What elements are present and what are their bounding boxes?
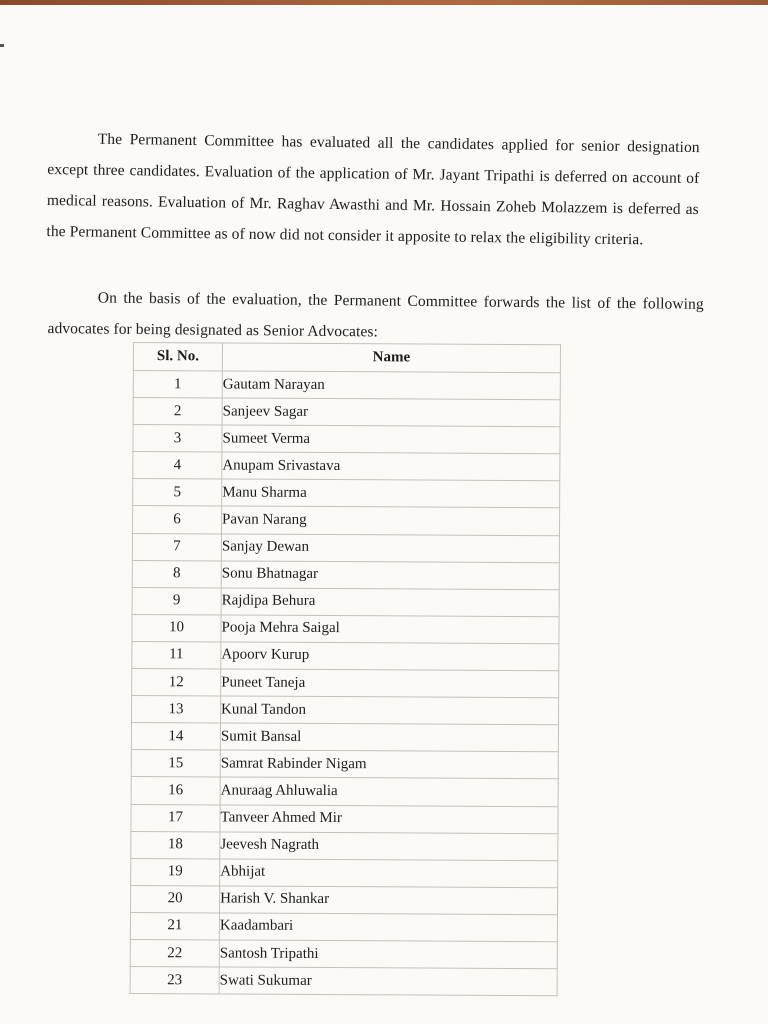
row-sl-no: 23 bbox=[130, 967, 219, 995]
row-sl-no: 21 bbox=[130, 912, 219, 940]
row-name: Anuraag Ahluwalia bbox=[220, 777, 558, 806]
row-name: Pavan Narang bbox=[221, 506, 559, 535]
row-name: Sonu Bhatnagar bbox=[221, 561, 559, 590]
row-name: Jeevesh Nagrath bbox=[220, 832, 558, 861]
advocates-table-body bbox=[130, 371, 560, 996]
table-row bbox=[133, 479, 560, 508]
row-name: Rajdipa Behura bbox=[221, 588, 559, 617]
table-row bbox=[132, 614, 559, 643]
table-row bbox=[132, 506, 559, 535]
row-sl-no: 18 bbox=[131, 831, 220, 859]
margin-mark bbox=[0, 44, 4, 47]
row-name: Swati Sukumar bbox=[219, 967, 557, 996]
table-row bbox=[131, 858, 558, 887]
row-sl-no: 20 bbox=[131, 885, 220, 913]
table-row bbox=[132, 587, 559, 616]
row-sl-no: 17 bbox=[131, 804, 220, 832]
page-top-edge bbox=[0, 0, 768, 5]
table-row bbox=[130, 967, 557, 996]
row-name: Abhijat bbox=[220, 859, 558, 888]
table-row bbox=[131, 723, 558, 752]
table-row bbox=[131, 831, 558, 860]
row-sl-no: 10 bbox=[132, 614, 221, 642]
row-name: Tanveer Ahmed Mir bbox=[220, 804, 558, 833]
row-sl-no: 1 bbox=[133, 371, 222, 399]
table-row bbox=[132, 669, 559, 698]
row-sl-no: 5 bbox=[133, 479, 222, 507]
table-row bbox=[131, 777, 558, 806]
header-name: Name bbox=[222, 343, 560, 373]
row-sl-no: 22 bbox=[130, 939, 219, 967]
header-sl-no: Sl. No. bbox=[133, 343, 222, 371]
row-name: Kunal Tandon bbox=[221, 696, 559, 725]
row-name: Puneet Taneja bbox=[221, 669, 559, 698]
table-row bbox=[131, 804, 558, 833]
table-row bbox=[133, 371, 560, 400]
row-sl-no: 6 bbox=[132, 506, 221, 534]
paragraph-evaluation: The Permanent Committee has evaluated all the candidates applied for senior designation except three candidates. Evaluation of the application of Mr. Jayant Tripathi is deferred on account of medical reasons. Evaluation of Mr. Raghav Awasthi and Mr. Hossain Zoheb Molazzem is deferred as the Permanent Committee as of now did not consider it apposite to relax the eligibility criteria. bbox=[46, 130, 700, 248]
row-name: Kaadambari bbox=[219, 913, 557, 942]
table-row bbox=[132, 696, 559, 725]
row-name: Manu Sharma bbox=[222, 479, 560, 508]
row-name: Sanjay Dewan bbox=[221, 534, 559, 563]
row-name: Samrat Rabinder Nigam bbox=[220, 750, 558, 779]
row-sl-no: 12 bbox=[132, 669, 221, 697]
row-sl-no: 3 bbox=[133, 425, 222, 453]
row-sl-no: 15 bbox=[131, 750, 220, 778]
table-row bbox=[132, 533, 559, 562]
row-sl-no: 13 bbox=[132, 696, 221, 724]
row-name: Pooja Mehra Saigal bbox=[221, 615, 559, 644]
table-row bbox=[130, 939, 557, 968]
table-row bbox=[132, 560, 559, 589]
row-sl-no: 9 bbox=[132, 587, 221, 615]
table-row bbox=[133, 398, 560, 427]
row-name: Gautam Narayan bbox=[222, 371, 560, 400]
table-header-row bbox=[133, 343, 560, 373]
row-sl-no: 19 bbox=[131, 858, 220, 886]
row-name: Santosh Tripathi bbox=[219, 940, 557, 969]
row-name: Apoorv Kurup bbox=[221, 642, 559, 671]
table-row bbox=[133, 452, 560, 481]
row-sl-no: 16 bbox=[131, 777, 220, 805]
row-sl-no: 11 bbox=[132, 641, 221, 669]
row-name: Sumeet Verma bbox=[222, 425, 560, 454]
row-sl-no: 8 bbox=[132, 560, 221, 588]
table-row bbox=[132, 641, 559, 670]
row-sl-no: 14 bbox=[131, 723, 220, 751]
row-name: Harish V. Shankar bbox=[220, 886, 558, 915]
row-name: Sumit Bansal bbox=[220, 723, 558, 752]
row-name: Sanjeev Sagar bbox=[222, 398, 560, 427]
row-sl-no: 7 bbox=[132, 533, 221, 561]
row-sl-no: 4 bbox=[133, 452, 222, 480]
table-row bbox=[131, 885, 558, 914]
advocates-table bbox=[130, 342, 561, 996]
row-sl-no: 2 bbox=[133, 398, 222, 426]
table-row bbox=[131, 750, 558, 779]
table-row bbox=[133, 425, 560, 454]
paragraph-forwarding: On the basis of the evaluation, the Permanent Committee forwards the list of the following advocates for being designated as Senior Advocates: bbox=[47, 289, 704, 340]
table-row bbox=[130, 912, 557, 941]
row-name: Anupam Srivastava bbox=[222, 452, 560, 481]
